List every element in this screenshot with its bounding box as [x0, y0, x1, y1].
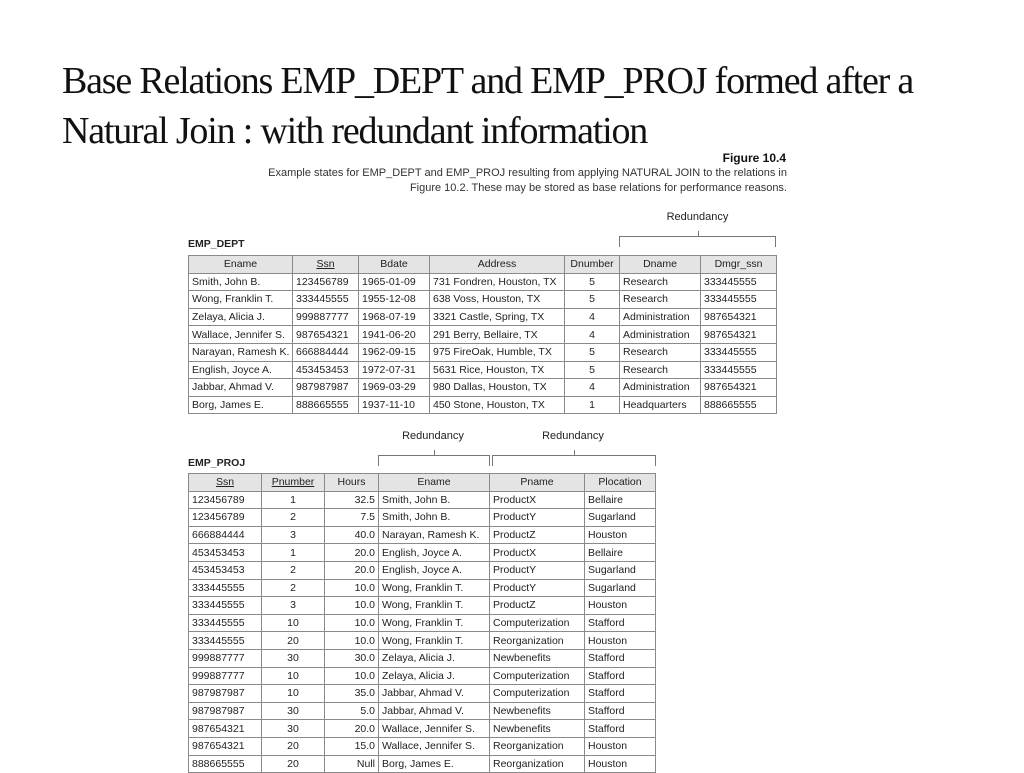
emp-proj-col-ssn: Ssn	[189, 474, 262, 492]
emp-dept-col-bdate: Bdate	[359, 256, 430, 274]
pnumber-cell: 10	[262, 614, 325, 632]
pnumber-cell: 30	[262, 702, 325, 720]
ename-cell: Wallace, Jennifer S.	[379, 737, 490, 755]
hours-cell: 32.5	[325, 491, 379, 509]
ename-cell: Borg, James E.	[379, 755, 490, 773]
hours-cell: 15.0	[325, 737, 379, 755]
ssn-cell: 123456789	[189, 491, 262, 509]
ename-cell: Wong, Franklin T.	[379, 614, 490, 632]
ssn-cell: 987987987	[293, 379, 359, 397]
plocation-cell: Stafford	[585, 702, 656, 720]
ename-cell: Narayan, Ramesh K.	[379, 526, 490, 544]
address-cell: 975 FireOak, Humble, TX	[430, 343, 565, 361]
ssn-cell: 987987987	[189, 702, 262, 720]
ename-cell: Narayan, Ramesh K.	[189, 343, 293, 361]
emp-dept-col-address: Address	[430, 256, 565, 274]
emp-dept-col-dnumber: Dnumber	[565, 256, 620, 274]
bdate-cell: 1962-09-15	[359, 343, 430, 361]
table-row	[189, 755, 656, 773]
address-cell: 980 Dallas, Houston, TX	[430, 379, 565, 397]
hours-cell: 10.0	[325, 579, 379, 597]
hours-cell: 7.5	[325, 509, 379, 527]
address-cell: 5631 Rice, Houston, TX	[430, 361, 565, 379]
address-cell: 731 Fondren, Houston, TX	[430, 273, 565, 291]
table-row	[189, 579, 656, 597]
ename-cell: Zelaya, Alicia J.	[379, 649, 490, 667]
address-cell: 450 Stone, Houston, TX	[430, 396, 565, 414]
plocation-cell: Houston	[585, 632, 656, 650]
ssn-cell: 987654321	[189, 720, 262, 738]
plocation-cell: Sugarland	[585, 579, 656, 597]
emp-proj-col-hours: Hours	[325, 474, 379, 492]
pname-cell: Computerization	[490, 667, 585, 685]
pnumber-cell: 10	[262, 667, 325, 685]
emp-dept-table	[188, 255, 777, 414]
bdate-cell: 1955-12-08	[359, 291, 430, 309]
table-row	[189, 597, 656, 615]
table-row	[189, 273, 777, 291]
slide-title: Base Relations EMP_DEPT and EMP_PROJ formed after a Natural Join : with redundant information	[62, 60, 914, 152]
pnumber-cell: 30	[262, 649, 325, 667]
ssn-cell: 987654321	[189, 737, 262, 755]
emp-dept-header-row	[189, 256, 777, 274]
emp-proj-header-row	[189, 474, 656, 492]
pnumber-cell: 3	[262, 597, 325, 615]
dname-cell: Administration	[620, 308, 701, 326]
pname-cell: Reorganization	[490, 737, 585, 755]
dname-cell: Administration	[620, 326, 701, 344]
emp-proj-redundancy-label-1: Redundancy	[402, 430, 464, 442]
table-row	[189, 396, 777, 414]
dnumber-cell: 5	[565, 291, 620, 309]
ssn-cell: 453453453	[189, 544, 262, 562]
emp-proj-redundancy-bracket-1	[378, 455, 490, 466]
emp-proj-col-plocation: Plocation	[585, 474, 656, 492]
ename-cell: Jabbar, Ahmad V.	[189, 379, 293, 397]
table-row	[189, 737, 656, 755]
emp-dept-col-dmgr-ssn: Dmgr_ssn	[701, 256, 777, 274]
table-row	[189, 326, 777, 344]
ename-cell: Smith, John B.	[189, 273, 293, 291]
table-row	[189, 614, 656, 632]
hours-cell: 5.0	[325, 702, 379, 720]
dname-cell: Research	[620, 361, 701, 379]
hours-cell: 10.0	[325, 597, 379, 615]
pname-cell: ProductZ	[490, 597, 585, 615]
ename-cell: Zelaya, Alicia J.	[379, 667, 490, 685]
dname-cell: Headquarters	[620, 396, 701, 414]
pname-cell: Newbenefits	[490, 702, 585, 720]
dmgr-ssn-cell: 987654321	[701, 326, 777, 344]
emp-dept-redundancy-label: Redundancy	[666, 211, 729, 223]
ssn-cell: 333445555	[189, 632, 262, 650]
dname-cell: Administration	[620, 379, 701, 397]
pnumber-cell: 1	[262, 491, 325, 509]
ssn-cell: 333445555	[189, 597, 262, 615]
pnumber-cell: 3	[262, 526, 325, 544]
hours-cell: 20.0	[325, 561, 379, 579]
ename-cell: English, Joyce A.	[379, 544, 490, 562]
plocation-cell: Stafford	[585, 667, 656, 685]
ssn-cell: 999887777	[189, 649, 262, 667]
bdate-cell: 1972-07-31	[359, 361, 430, 379]
ename-cell: Wong, Franklin T.	[379, 579, 490, 597]
emp-dept-redundancy-bracket	[619, 236, 776, 247]
hours-cell: 10.0	[325, 614, 379, 632]
hours-cell: 10.0	[325, 632, 379, 650]
table-row	[189, 291, 777, 309]
ename-cell: Borg, James E.	[189, 396, 293, 414]
plocation-cell: Stafford	[585, 720, 656, 738]
pname-cell: ProductY	[490, 561, 585, 579]
emp-dept-col-dname: Dname	[620, 256, 701, 274]
table-row	[189, 632, 656, 650]
dnumber-cell: 4	[565, 326, 620, 344]
pname-cell: ProductY	[490, 509, 585, 527]
table-row	[189, 544, 656, 562]
pname-cell: ProductZ	[490, 526, 585, 544]
ename-cell: Zelaya, Alicia J.	[189, 308, 293, 326]
pnumber-cell: 20	[262, 737, 325, 755]
plocation-cell: Stafford	[585, 685, 656, 703]
emp-proj-name: EMP_PROJ	[188, 457, 246, 469]
emp-proj-col-pname: Pname	[490, 474, 585, 492]
pname-cell: Reorganization	[490, 632, 585, 650]
emp-dept-name: EMP_DEPT	[188, 238, 245, 250]
ssn-cell: 666884444	[293, 343, 359, 361]
bdate-cell: 1965-01-09	[359, 273, 430, 291]
dnumber-cell: 1	[565, 396, 620, 414]
dnumber-cell: 5	[565, 361, 620, 379]
pname-cell: ProductX	[490, 544, 585, 562]
figure-caption: Example states for EMP_DEPT and EMP_PROJ resulting from applying NATURAL JOIN to the relations in Figure 10.2. These may be stored as base relations for performance reasons.	[268, 167, 787, 194]
dmgr-ssn-cell: 333445555	[701, 361, 777, 379]
table-row	[189, 491, 656, 509]
dmgr-ssn-cell: 987654321	[701, 308, 777, 326]
table-row	[189, 685, 656, 703]
plocation-cell: Stafford	[585, 614, 656, 632]
ssn-cell: 333445555	[189, 579, 262, 597]
dname-cell: Research	[620, 343, 701, 361]
emp-proj-col-ename: Ename	[379, 474, 490, 492]
pnumber-cell: 30	[262, 720, 325, 738]
table-row	[189, 361, 777, 379]
ename-cell: English, Joyce A.	[189, 361, 293, 379]
emp-proj-col-pnumber: Pnumber	[262, 474, 325, 492]
dmgr-ssn-cell: 333445555	[701, 343, 777, 361]
dnumber-cell: 5	[565, 273, 620, 291]
address-cell: 3321 Castle, Spring, TX	[430, 308, 565, 326]
plocation-cell: Houston	[585, 597, 656, 615]
hours-cell: 35.0	[325, 685, 379, 703]
pnumber-cell: 20	[262, 755, 325, 773]
dname-cell: Research	[620, 273, 701, 291]
pname-cell: ProductY	[490, 579, 585, 597]
dnumber-cell: 4	[565, 379, 620, 397]
ename-cell: Wong, Franklin T.	[379, 597, 490, 615]
ssn-cell: 999887777	[293, 308, 359, 326]
bdate-cell: 1969-03-29	[359, 379, 430, 397]
ssn-cell: 666884444	[189, 526, 262, 544]
hours-cell: 30.0	[325, 649, 379, 667]
figure-label: Figure 10.4	[722, 151, 786, 165]
table-row	[189, 308, 777, 326]
pname-cell: Computerization	[490, 614, 585, 632]
dnumber-cell: 4	[565, 308, 620, 326]
dmgr-ssn-cell: 333445555	[701, 291, 777, 309]
ssn-cell: 987987987	[189, 685, 262, 703]
hours-cell: Null	[325, 755, 379, 773]
table-row	[189, 343, 777, 361]
ename-cell: Smith, John B.	[379, 509, 490, 527]
address-cell: 291 Berry, Bellaire, TX	[430, 326, 565, 344]
hours-cell: 20.0	[325, 544, 379, 562]
ssn-cell: 888665555	[189, 755, 262, 773]
emp-proj-redundancy-bracket-2	[492, 455, 656, 466]
ename-cell: Jabbar, Ahmad V.	[379, 702, 490, 720]
table-row	[189, 667, 656, 685]
ssn-cell: 987654321	[293, 326, 359, 344]
ename-cell: Wong, Franklin T.	[189, 291, 293, 309]
emp-dept-col-ssn: Ssn	[293, 256, 359, 274]
pnumber-cell: 2	[262, 509, 325, 527]
pnumber-cell: 2	[262, 561, 325, 579]
plocation-cell: Sugarland	[585, 509, 656, 527]
table-row	[189, 561, 656, 579]
ssn-cell: 123456789	[189, 509, 262, 527]
ssn-cell: 453453453	[189, 561, 262, 579]
ssn-cell: 333445555	[189, 614, 262, 632]
plocation-cell: Houston	[585, 526, 656, 544]
ssn-cell: 333445555	[293, 291, 359, 309]
pnumber-cell: 1	[262, 544, 325, 562]
dname-cell: Research	[620, 291, 701, 309]
ssn-cell: 123456789	[293, 273, 359, 291]
emp-dept-col-ename: Ename	[189, 256, 293, 274]
ename-cell: Wallace, Jennifer S.	[189, 326, 293, 344]
plocation-cell: Stafford	[585, 649, 656, 667]
table-row	[189, 509, 656, 527]
pname-cell: Reorganization	[490, 755, 585, 773]
table-row	[189, 720, 656, 738]
plocation-cell: Bellaire	[585, 491, 656, 509]
ename-cell: Smith, John B.	[379, 491, 490, 509]
dmgr-ssn-cell: 888665555	[701, 396, 777, 414]
pnumber-cell: 20	[262, 632, 325, 650]
ssn-cell: 999887777	[189, 667, 262, 685]
table-row	[189, 526, 656, 544]
hours-cell: 20.0	[325, 720, 379, 738]
plocation-cell: Bellaire	[585, 544, 656, 562]
pnumber-cell: 10	[262, 685, 325, 703]
ename-cell: Wallace, Jennifer S.	[379, 720, 490, 738]
ssn-cell: 453453453	[293, 361, 359, 379]
hours-cell: 40.0	[325, 526, 379, 544]
bdate-cell: 1941-06-20	[359, 326, 430, 344]
dnumber-cell: 5	[565, 343, 620, 361]
ssn-cell: 888665555	[293, 396, 359, 414]
hours-cell: 10.0	[325, 667, 379, 685]
bdate-cell: 1937-11-10	[359, 396, 430, 414]
bdate-cell: 1968-07-19	[359, 308, 430, 326]
table-row	[189, 702, 656, 720]
table-row	[189, 649, 656, 667]
dmgr-ssn-cell: 333445555	[701, 273, 777, 291]
plocation-cell: Houston	[585, 755, 656, 773]
pname-cell: ProductX	[490, 491, 585, 509]
emp-proj-table	[188, 473, 656, 773]
ename-cell: Jabbar, Ahmad V.	[379, 685, 490, 703]
ename-cell: English, Joyce A.	[379, 561, 490, 579]
plocation-cell: Houston	[585, 737, 656, 755]
dmgr-ssn-cell: 987654321	[701, 379, 777, 397]
plocation-cell: Sugarland	[585, 561, 656, 579]
pnumber-cell: 2	[262, 579, 325, 597]
pname-cell: Computerization	[490, 685, 585, 703]
table-row	[189, 379, 777, 397]
pname-cell: Newbenefits	[490, 649, 585, 667]
pname-cell: Newbenefits	[490, 720, 585, 738]
emp-proj-redundancy-label-2: Redundancy	[542, 430, 604, 442]
ename-cell: Wong, Franklin T.	[379, 632, 490, 650]
address-cell: 638 Voss, Houston, TX	[430, 291, 565, 309]
